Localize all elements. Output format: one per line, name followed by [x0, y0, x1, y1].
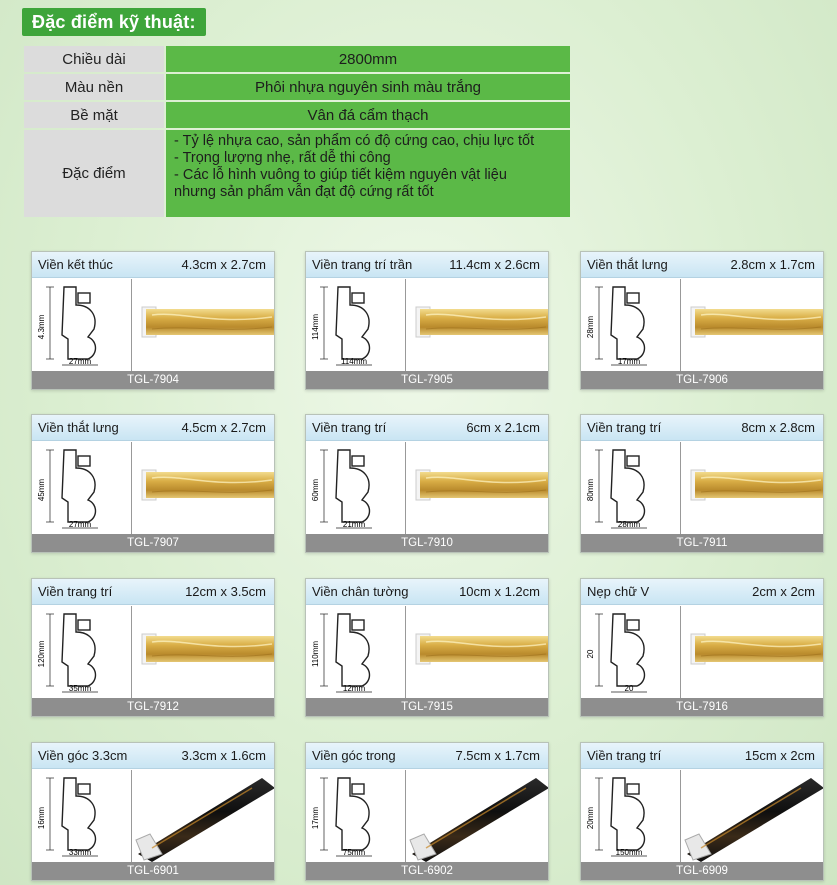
spec-label: Đặc điểm — [24, 130, 164, 217]
card-header — [306, 743, 548, 769]
spec-row-features — [24, 130, 570, 217]
product-name: Viền trang trí — [587, 420, 662, 435]
card-header — [32, 252, 274, 278]
dimension-width: 114mm — [340, 357, 368, 366]
product-photo — [406, 442, 548, 534]
dimension-width: 12mm — [342, 684, 366, 693]
product-photo — [681, 606, 823, 698]
product-strip — [681, 442, 823, 534]
profile-drawing — [581, 279, 681, 371]
product-code: TGL-7912 — [32, 698, 274, 716]
profile-diagram — [581, 279, 681, 371]
feature-line: nhưng sản phẩm vẫn đạt độ cứng rất tốt — [174, 184, 434, 200]
profile-drawing — [581, 606, 681, 698]
product-code: TGL-7907 — [32, 534, 274, 552]
product-card[interactable] — [305, 414, 549, 553]
product-name: Viền trang trí trần — [312, 257, 413, 272]
spec-label: Chiều dài — [24, 46, 164, 72]
dimension-height: 28mm — [586, 315, 595, 339]
product-photo — [681, 770, 823, 862]
product-strip — [406, 606, 548, 698]
spec-features — [166, 130, 570, 217]
product-photo — [132, 279, 274, 371]
product-photo — [681, 279, 823, 371]
dimension-height: 20mm — [586, 806, 595, 830]
product-name: Viền thắt lưng — [587, 257, 668, 272]
card-body — [581, 279, 823, 371]
product-name: Viền kết thúc — [38, 257, 113, 272]
dimension-height: 16mm — [37, 806, 46, 830]
product-name: Viền thắt lưng — [38, 420, 119, 435]
product-card[interactable] — [31, 578, 275, 717]
product-card[interactable] — [580, 742, 824, 881]
dimension-width: 27mm — [68, 357, 92, 366]
product-name: Viền góc 3.3cm — [38, 748, 128, 763]
spec-value: Vân đá cẩm thạch — [166, 102, 570, 128]
product-code: TGL-7910 — [306, 534, 548, 552]
product-name: Viền trang trí — [38, 584, 113, 599]
product-photo — [406, 279, 548, 371]
card-body — [306, 442, 548, 534]
product-photo — [132, 770, 274, 862]
dimension-width: 20 — [624, 684, 634, 693]
profile-diagram — [306, 770, 406, 862]
dimension-width: 17mm — [617, 357, 641, 366]
product-code: TGL-7915 — [306, 698, 548, 716]
profile-drawing — [32, 279, 132, 371]
product-size: 6cm x 2.1cm — [466, 420, 540, 435]
product-strip — [681, 770, 823, 862]
product-code: TGL-6909 — [581, 862, 823, 880]
product-photo — [406, 606, 548, 698]
feature-line: - Trọng lượng nhẹ, rất dễ thi công — [174, 150, 391, 166]
product-photo — [132, 442, 274, 534]
card-body — [306, 606, 548, 698]
card-header — [581, 743, 823, 769]
product-strip — [406, 770, 548, 862]
product-strip — [132, 606, 274, 698]
spec-row-base-color — [24, 74, 570, 100]
product-size: 3.3cm x 1.6cm — [181, 748, 266, 763]
card-body — [306, 279, 548, 371]
product-strip — [406, 279, 548, 371]
spec-label: Màu nền — [24, 74, 164, 100]
dimension-height: 114mm — [311, 313, 320, 341]
product-card[interactable] — [305, 578, 549, 717]
card-header — [32, 415, 274, 441]
product-size: 15cm x 2cm — [744, 748, 815, 763]
product-size: 7.5cm x 1.7cm — [455, 748, 540, 763]
profile-diagram — [306, 279, 406, 371]
card-body — [581, 606, 823, 698]
spec-value: Phôi nhựa nguyên sinh màu trắng — [166, 74, 570, 100]
product-size: 2cm x 2cm — [752, 584, 815, 599]
product-name: Viền góc trong — [312, 748, 396, 763]
dimension-width: 150mm — [615, 848, 643, 857]
product-name: Viền chân tường — [312, 584, 409, 599]
product-photo — [406, 770, 548, 862]
profile-diagram — [306, 606, 406, 698]
profile-drawing — [32, 770, 132, 862]
card-header — [32, 743, 274, 769]
product-strip — [132, 279, 274, 371]
product-photo — [681, 442, 823, 534]
card-body — [581, 770, 823, 862]
product-card[interactable] — [31, 251, 275, 390]
card-body — [32, 770, 274, 862]
spec-label: Bề mặt — [24, 102, 164, 128]
dimension-height: 17mm — [311, 806, 320, 830]
product-card[interactable] — [31, 414, 275, 553]
product-card[interactable] — [31, 742, 275, 881]
product-card[interactable] — [580, 251, 824, 390]
profile-drawing — [581, 442, 681, 534]
dimension-height: 4.3mm — [37, 314, 46, 340]
spec-row-surface — [24, 102, 570, 128]
product-name: Viền trang trí — [312, 420, 387, 435]
spec-table — [24, 46, 570, 219]
profile-diagram — [32, 279, 132, 371]
product-code: TGL-7906 — [581, 371, 823, 389]
product-size: 2.8cm x 1.7cm — [730, 257, 815, 272]
product-code: TGL-7911 — [581, 534, 823, 552]
profile-drawing — [32, 442, 132, 534]
product-strip — [406, 442, 548, 534]
dimension-width: 35mm — [68, 684, 92, 693]
product-card[interactable] — [305, 251, 549, 390]
dimension-height: 20 — [586, 649, 595, 659]
spec-row-length — [24, 46, 570, 72]
card-header — [581, 252, 823, 278]
product-size: 11.4cm x 2.6cm — [449, 257, 540, 272]
profile-drawing — [581, 770, 681, 862]
dimension-height: 45mm — [37, 478, 46, 502]
card-body — [32, 442, 274, 534]
product-code: TGL-7916 — [581, 698, 823, 716]
profile-diagram — [32, 770, 132, 862]
dimension-height: 60mm — [311, 478, 320, 502]
dimension-height: 110mm — [311, 640, 320, 668]
profile-diagram — [32, 442, 132, 534]
profile-drawing — [306, 770, 406, 862]
profile-drawing — [306, 279, 406, 371]
dimension-width: 33mm — [68, 848, 92, 857]
product-photo — [132, 606, 274, 698]
product-size: 4.3cm x 2.7cm — [181, 257, 266, 272]
product-code: TGL-6901 — [32, 862, 274, 880]
dimension-height: 120mm — [37, 640, 46, 668]
card-header — [306, 415, 548, 441]
product-code: TGL-6902 — [306, 862, 548, 880]
card-header — [581, 415, 823, 441]
product-name: Viền trang trí — [587, 748, 662, 763]
card-header — [306, 579, 548, 605]
card-header — [306, 252, 548, 278]
product-size: 8cm x 2.8cm — [741, 420, 815, 435]
product-name: Nẹp chữ V — [587, 584, 650, 599]
product-size: 12cm x 3.5cm — [185, 584, 266, 599]
product-strip — [681, 606, 823, 698]
product-size: 10cm x 1.2cm — [459, 584, 540, 599]
profile-drawing — [32, 606, 132, 698]
dimension-width: 75mm — [342, 848, 366, 857]
product-strip — [681, 279, 823, 371]
feature-line: - Tỷ lệ nhựa cao, sản phẩm có độ cứng cao, chịu lực tốt — [174, 133, 535, 149]
dimension-height: 80mm — [586, 478, 595, 502]
profile-drawing — [306, 606, 406, 698]
card-body — [32, 279, 274, 371]
product-card[interactable] — [580, 414, 824, 553]
dimension-width: 21mm — [342, 520, 366, 529]
card-header — [581, 579, 823, 605]
card-body — [306, 770, 548, 862]
product-size: 4.5cm x 2.7cm — [181, 420, 266, 435]
profile-diagram — [581, 442, 681, 534]
product-card[interactable] — [305, 742, 549, 881]
profile-diagram — [306, 442, 406, 534]
product-strip — [132, 442, 274, 534]
dimension-width: 27mm — [68, 520, 92, 529]
profile-drawing — [306, 442, 406, 534]
dimension-width: 28mm — [617, 520, 641, 529]
product-card[interactable] — [580, 578, 824, 717]
profile-diagram — [581, 606, 681, 698]
card-body — [32, 606, 274, 698]
section-title: Đặc điểm kỹ thuật: — [22, 8, 206, 36]
profile-diagram — [32, 606, 132, 698]
card-header — [32, 579, 274, 605]
product-strip — [132, 770, 274, 862]
card-body — [581, 442, 823, 534]
product-code: TGL-7905 — [306, 371, 548, 389]
product-code: TGL-7904 — [32, 371, 274, 389]
profile-diagram — [581, 770, 681, 862]
feature-line: - Các lỗ hình vuông to giúp tiết kiệm nguyên vật liệu — [174, 167, 507, 183]
spec-value: 2800mm — [166, 46, 570, 72]
